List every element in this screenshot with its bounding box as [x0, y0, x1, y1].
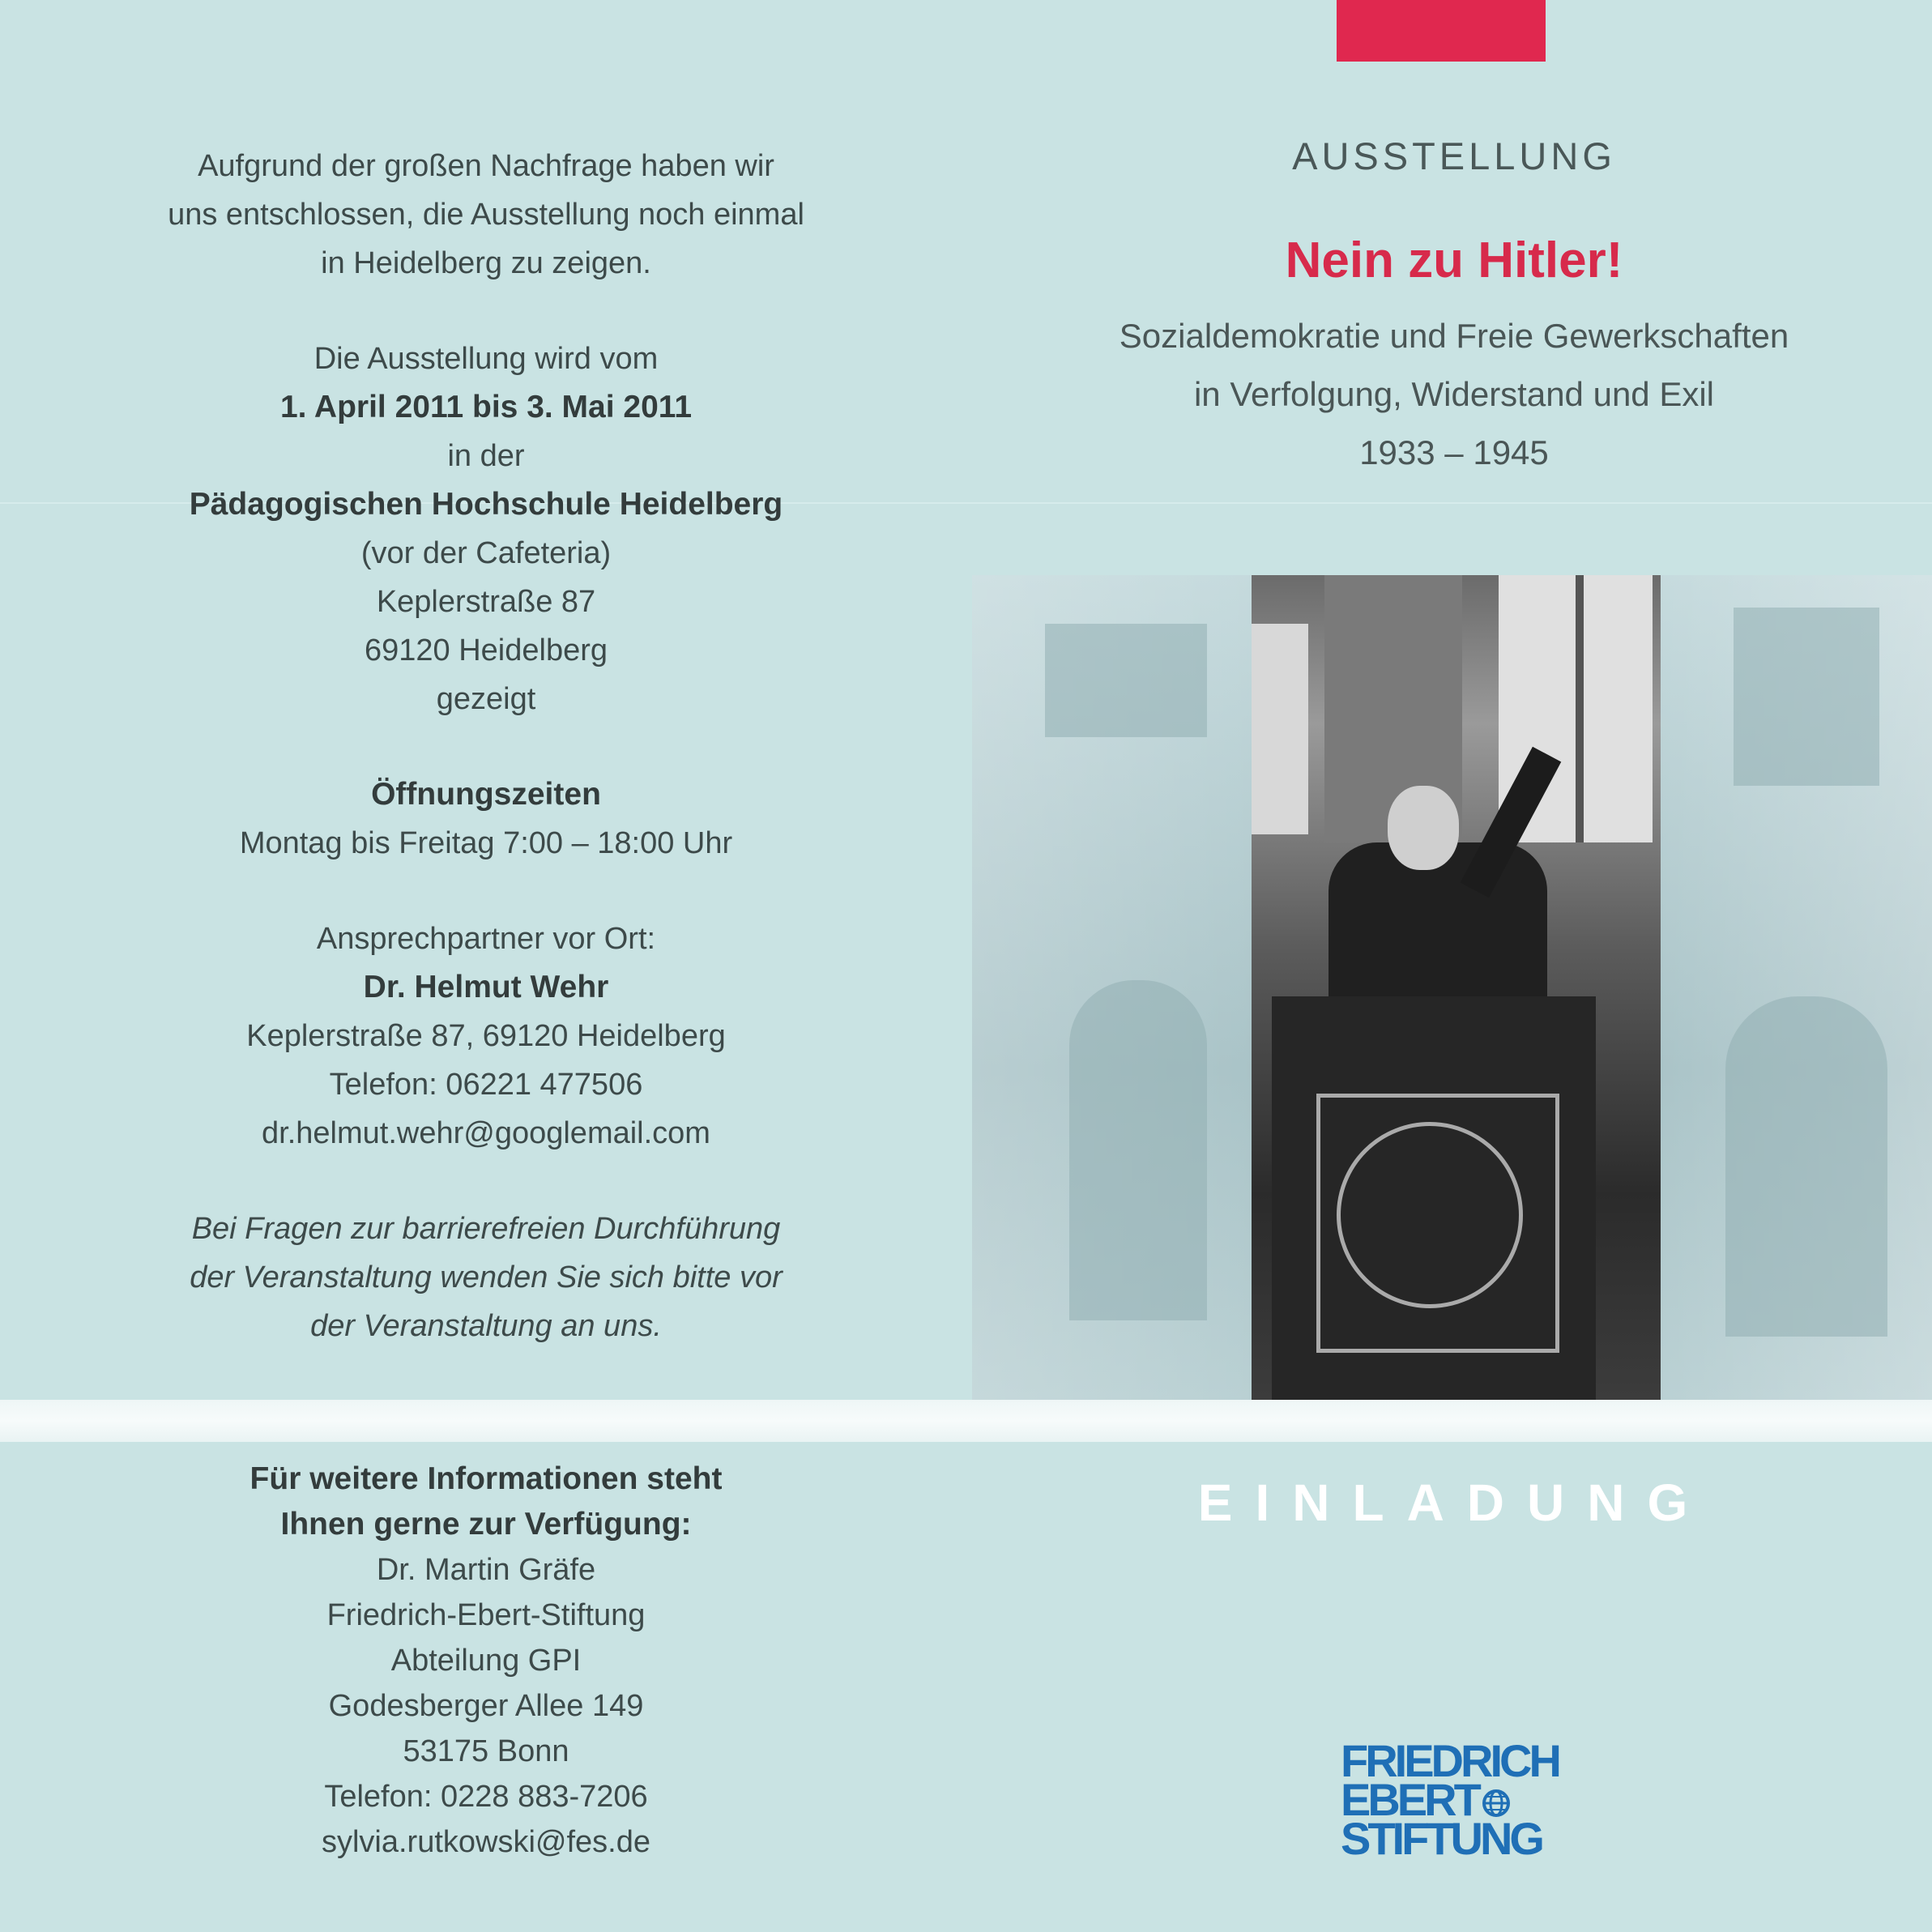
info-heading: Ihnen gerne zur Verfügung:	[280, 1507, 692, 1542]
photo-ghost-figure	[1725, 996, 1887, 1337]
info-line: 53175 Bonn	[403, 1734, 569, 1768]
exhibition-title: Nein zu Hitler!	[1285, 232, 1623, 288]
red-accent-tab	[1337, 0, 1546, 62]
intro-line: in Heidelberg zu zeigen.	[321, 246, 651, 280]
info-line: Dr. Martin Gräfe	[376, 1553, 596, 1587]
contact-phone: Telefon: 06221 477506	[329, 1068, 643, 1102]
contact-email[interactable]: dr.helmut.wehr@googlemail.com	[262, 1116, 710, 1150]
venue-intro: Die Ausstellung wird vom	[313, 342, 659, 376]
info-line: Godesberger Allee 149	[328, 1689, 644, 1723]
right-panel-header	[1069, 134, 1839, 482]
left-panel	[113, 142, 859, 1350]
info-email[interactable]: sylvia.rutkowski@fes.de	[321, 1825, 651, 1859]
hours-text: Montag bis Freitag 7:00 – 18:00 Uhr	[239, 826, 733, 860]
info-line: Friedrich-Ebert-Stiftung	[326, 1598, 646, 1632]
intro-line: Aufgrund der großen Nachfrage haben wir	[198, 149, 774, 183]
subtitle-line: 1933 – 1945	[1359, 433, 1549, 471]
exhibition-dates: 1. April 2011 bis 3. Mai 2011	[279, 390, 693, 424]
photo-ghost-sign	[1734, 608, 1879, 786]
info-line: Abteilung GPI	[390, 1644, 582, 1678]
exhibition-label: AUSSTELLUNG	[1292, 134, 1616, 177]
venue-street: Keplerstraße 87	[376, 585, 596, 619]
accessibility-note	[113, 1205, 859, 1350]
venue-in-der: in der	[447, 439, 525, 473]
logo-line: FRIEDRICH	[1341, 1735, 1559, 1786]
accessibility-line: der Veranstaltung wenden Sie sich bitte vor	[190, 1260, 783, 1294]
contact-name: Dr. Helmut Wehr	[363, 970, 609, 1004]
subtitle-line: in Verfolgung, Widerstand und Exil	[1193, 375, 1715, 413]
info-heading: Für weitere Informationen steht	[249, 1461, 723, 1496]
photo-ghost-figure	[1069, 980, 1207, 1320]
venue-block	[113, 335, 859, 723]
photo-ghost-sign	[1045, 624, 1207, 737]
intro-paragraph	[113, 142, 859, 288]
accessibility-line: der Veranstaltung an uns.	[310, 1309, 662, 1343]
intro-line: uns entschlossen, die Ausstellung noch einmal	[168, 198, 804, 232]
invitation-heading: EINLADUNG	[1197, 1474, 1711, 1532]
historic-photo	[972, 575, 1932, 1400]
subtitle-line: Sozialdemokratie und Freie Gewerkschaften	[1119, 317, 1789, 355]
accessibility-line: Bei Fragen zur barrierefreien Durchführung	[191, 1212, 781, 1246]
venue-name: Pädagogischen Hochschule Heidelberg	[189, 487, 783, 522]
hours-block	[113, 770, 859, 868]
logo-line: STIFTUNG	[1341, 1813, 1542, 1864]
info-block	[113, 1456, 859, 1865]
info-line: Telefon: 0228 883-7206	[324, 1780, 648, 1814]
contact-address: Keplerstraße 87, 69120 Heidelberg	[246, 1019, 726, 1053]
exhibition-subtitle	[1069, 307, 1839, 482]
contact-label: Ansprechpartner vor Ort:	[316, 922, 656, 956]
photo-pillar	[1576, 575, 1584, 842]
lectern-emblem	[1337, 1122, 1523, 1308]
speaker-photo	[1252, 575, 1661, 1400]
venue-note: (vor der Cafeteria)	[360, 536, 612, 570]
fes-logo	[1341, 1735, 1559, 1864]
photo-window	[1252, 624, 1308, 834]
lectern	[1272, 996, 1596, 1400]
hours-heading: Öffnungszeiten	[371, 777, 601, 812]
speaker-head	[1388, 786, 1459, 870]
venue-shown: gezeigt	[436, 682, 536, 716]
venue-city: 69120 Heidelberg	[364, 633, 608, 667]
contact-block	[113, 915, 859, 1158]
logo-line: EBERT	[1341, 1774, 1478, 1825]
white-band	[0, 1400, 1932, 1442]
